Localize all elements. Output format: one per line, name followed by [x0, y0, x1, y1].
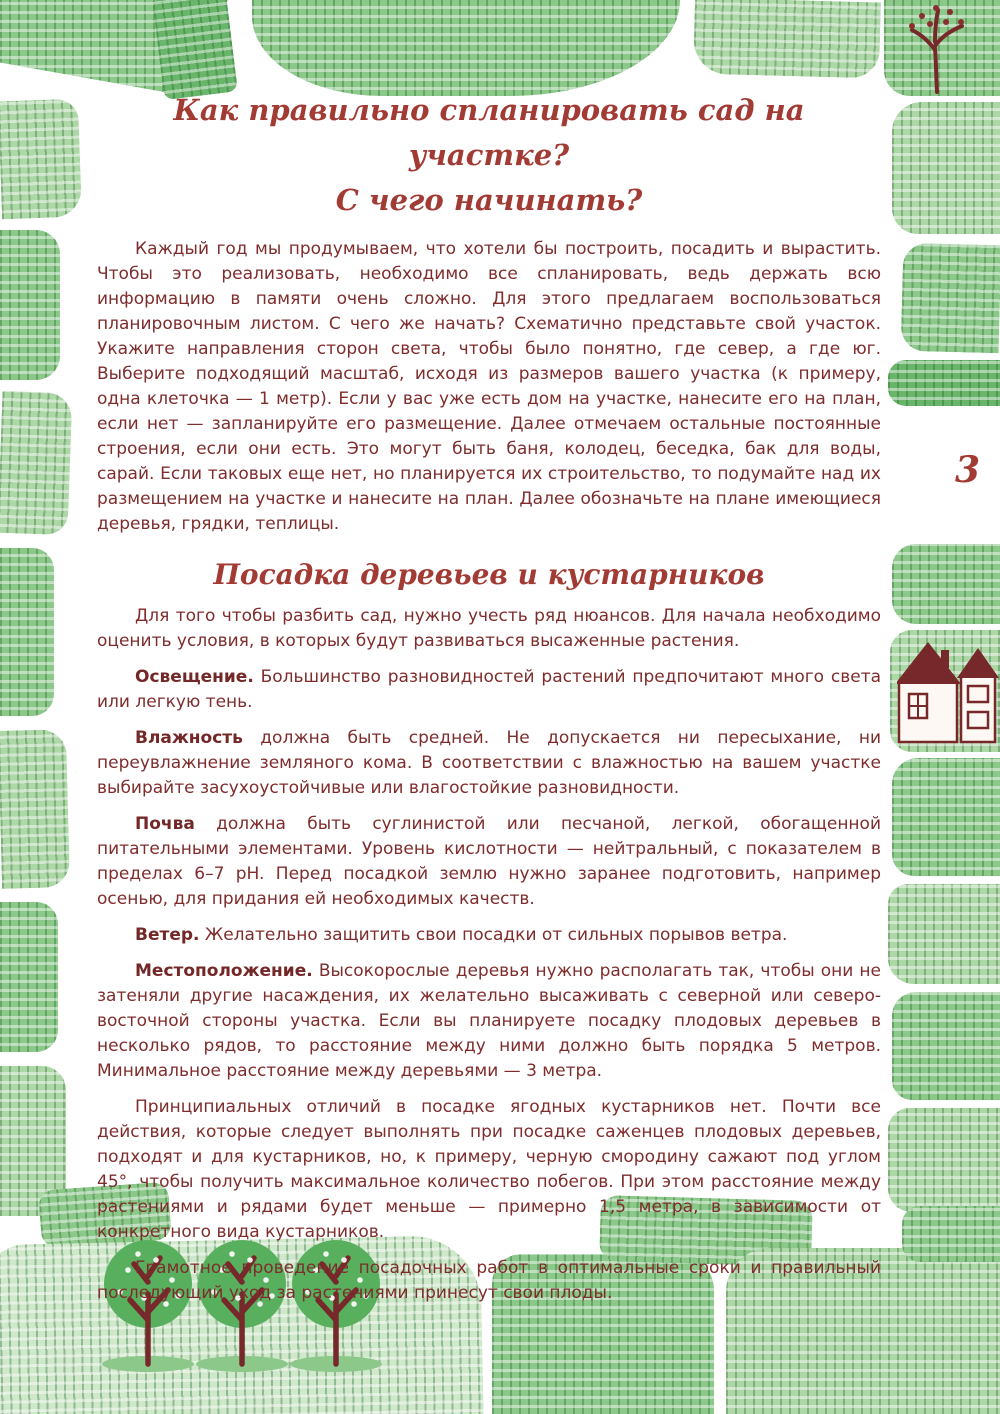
border-shape — [0, 729, 70, 889]
bushes-paragraph: Принципиальных отличий в посадке ягодных кустарников нет. Почти все действия, которые следует выполнять при посадке саженцев плодовых деревьев, подходят и для кустарников, но, к примеру, черную смородину сажают под углом 45°, чтобы получить максимальное количество побегов. При этом расстояние между растениями и рядами будет меньше — примерно 1,5 метра, в зависимости от конкретного вида кустарников. — [97, 1097, 881, 1243]
section-intro-paragraph: Для того чтобы разбить сад, нужно учесть ряд нюансов. Для начала необходимо оценить условия, в которых будут развиваться высаженные растения. — [97, 606, 881, 652]
border-shape — [888, 884, 1000, 984]
intro-paragraph: Каждый год мы продумываем, что хотели бы построить, посадить и вырастить. Чтобы это реализовать, необходимо все спланировать, ведь держать всю информацию в памяти очень сложно. Для этого предлагаем воспользоваться планировочным листом. С чего же начать? Схематично представьте свой участок. Укажите направления сторон света, чтобы было понятно, где север, а где юг. Выберите подходящий масштаб, исходя из размеров вашего участка (к примеру, одна клеточка — 1 метр). Если у вас уже есть дом на участке, нанесите его на план, если нет — запланируйте его размещение. Далее отмечаем остальные постоянные строения, если они есть. Это могут быть баня, колодец, беседка, бак для воды, сарай. Если таковых еще нет, но планируется их строительство, то подумайте над их размещением на участке и нанесите на план. Далее обозначьте на плане имеющиеся деревья, грядки, теплицы. — [97, 238, 881, 534]
tip-lead: Почва — [135, 814, 195, 835]
border-shape — [0, 99, 82, 220]
tip-text: Желательно защитить свои посадки от сильных порывов ветра. — [204, 925, 788, 946]
tip-paragraph — [97, 665, 881, 715]
page-number-badge — [903, 406, 1000, 534]
tip-paragraph — [97, 923, 881, 948]
border-shape — [892, 992, 1000, 1100]
border-shape — [0, 548, 54, 716]
border-shape — [892, 758, 1000, 876]
house-illustration — [897, 630, 999, 746]
tip-paragraph — [97, 959, 881, 1084]
border-shape — [0, 902, 58, 1052]
page-title-line2: С чего начинать? — [335, 182, 643, 217]
tip-lead: Освещение. — [135, 667, 254, 688]
page-number: 3 — [955, 449, 981, 491]
border-shape — [888, 360, 1000, 406]
border-shape — [902, 1206, 1000, 1262]
tip-lead: Ветер. — [135, 925, 200, 946]
border-shape — [892, 102, 1000, 234]
border-shape — [892, 544, 1000, 624]
tip-text: Высокорослые деревья нужно располагать так, чтобы они не затеняли другие насаждения, их желательно высаживать с северной или северо-восточной стороны участка. Если вы планируете посадку плодовых деревьев в несколько рядов, то расстояние между ними должно быть порядка 5 метров. Минимальное расстояние между деревьями — 3 метра. — [97, 961, 882, 1082]
page-content — [97, 84, 881, 1306]
page-title — [97, 88, 881, 223]
page-title-line1: Как правильно спланировать сад на участке? — [173, 93, 805, 172]
border-shape — [901, 243, 1000, 354]
tree-illustration-top — [906, 2, 968, 94]
section-heading: Посадка деревьев и кустарников — [213, 557, 765, 591]
border-shape — [693, 0, 881, 78]
tip-lead: Местоположение. — [135, 961, 313, 982]
tip-paragraph — [97, 812, 881, 912]
tip-text: должна быть суглинистой или песчаной, легкой, обогащенной питательными элементами. Уровень кислотности — нейтральный, с показателем в пределах 6–7 pH. Перед посадкой землю нужно заранее подготовить, например осенью, для придания ей необходимых качеств. — [97, 814, 881, 910]
closing-paragraph: Грамотное проведение посадочных работ в оптимальные сроки и правильный последующий уход за растениями принесут свои плоды. — [97, 1258, 881, 1304]
tip-paragraph — [97, 726, 881, 801]
border-shape — [252, 0, 680, 96]
border-shape — [0, 391, 72, 535]
border-shape — [0, 230, 60, 380]
tip-lead: Влажность — [135, 728, 243, 749]
tip-text: Большинство разновидностей растений предпочитают много света или легкую тень. — [97, 667, 882, 713]
tip-text: должна быть средней. Не допускается ни пересыхание, ни переувлажнение земляного кома. В соответствии с влажностью на вашем участке выбирайте засухоустойчивые или влагостойкие разновидности. — [97, 728, 881, 799]
border-shape — [888, 1108, 1000, 1212]
